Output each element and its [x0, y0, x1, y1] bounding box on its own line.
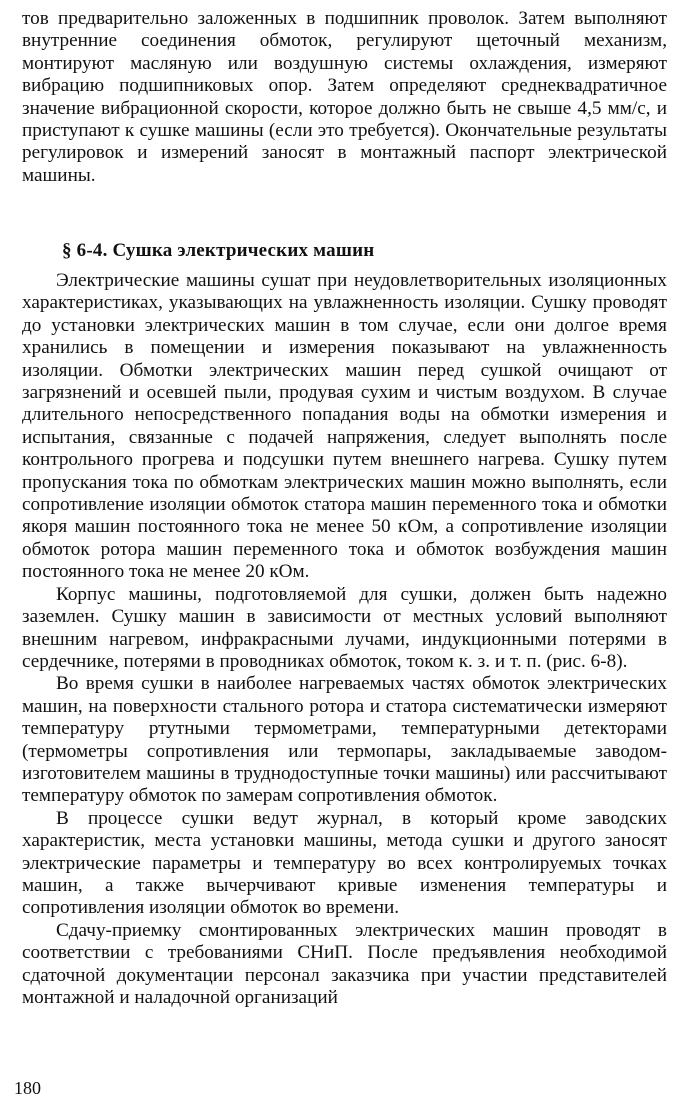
paragraph-3: Во время сушки в наиболее нагреваемых частях обмоток электрических машин, на поверхности стального ротора и статора систематически измеряют температуру ртутными термометрами, температурными детекторами (термометры сопротивления или термопары, закладываемые заводом-изготовителем машины в труднодоступные точки машины) или рассчитывают температуру обмоток по замерам сопротивления обмоток.	[22, 673, 667, 807]
page-number: 180	[14, 1078, 41, 1098]
paragraph-2: Корпус машины, подготовляемой для сушки, должен быть надежно заземлен. Сушку машин в зависимости от местных условий выполняют внешним нагревом, инфракрасными лучами, индукционными потерями в сердечнике, потерями в проводниках обмоток, током к. з. и т. п. (рис. 6-8).	[22, 583, 667, 672]
intro-paragraph: тов предварительно заложенных в подшипник проволок. Затем выполняют внутренние соединения обмоток, регулируют щеточный механизм, монтируют масляную или воздушную системы охлаждения, измеряют вибрацию подшипниковых опор. Затем определяют среднеквадратичное значение вибрационной скорости, которое должно быть не свыше 4,5 мм/с, и приступают к сушке машины (если это требуется). Окончательные результаты регулировок и измерений заносят в монтажный паспорт электрической машины.	[22, 8, 667, 186]
paragraph-4: В процессе сушки ведут журнал, в который кроме заводских характеристик, места установки машины, метода сушки и другого заносят электрические параметры и температуру во всех контролируемых точках машин, а также вычерчивают кривые изменения температуры и сопротивления изоляции обмоток во времени.	[22, 807, 667, 919]
section-body	[22, 270, 667, 1009]
section-heading: § 6-4. Сушка электрических машин	[62, 240, 375, 261]
paragraph-1: Электрические машины сушат при неудовлетворительных изоляционных характеристиках, указывающих на увлажненность изоляции. Сушку проводят до установки электрических машин в том случае, если они долгое время хранились в помещении и измерения показывают на увлажненность изоляции. Обмотки электрических машин перед сушкой очищают от загрязнений и осевшей пыли, продувая сухим и чистым воздухом. В случае длительного непосредственного попадания воды на обмотки измерения и испытания, связанные с подачей напряжения, следует выполнять после контрольного прогрева и подсушки путем внешнего нагрева. Сушку путем пропускания тока по обмоткам электрических машин можно выполнять, если сопротивление изоляции обмоток статора машин переменного тока и обмотки якоря машин постоянного тока не менее 50 кОм, а сопротивление изоляции обмоток ротора машин переменного тока и обмоток возбуждения машин постоянного тока не менее 20 кОм.	[22, 270, 667, 583]
paragraph-5: Сдачу-приемку смонтированных электрических машин проводят в соответствии с требованиями СНиП. После предъявления необходимой сдаточной документации персонал заказчика при участии представителей монтажной и наладочной организаций	[22, 919, 667, 1008]
